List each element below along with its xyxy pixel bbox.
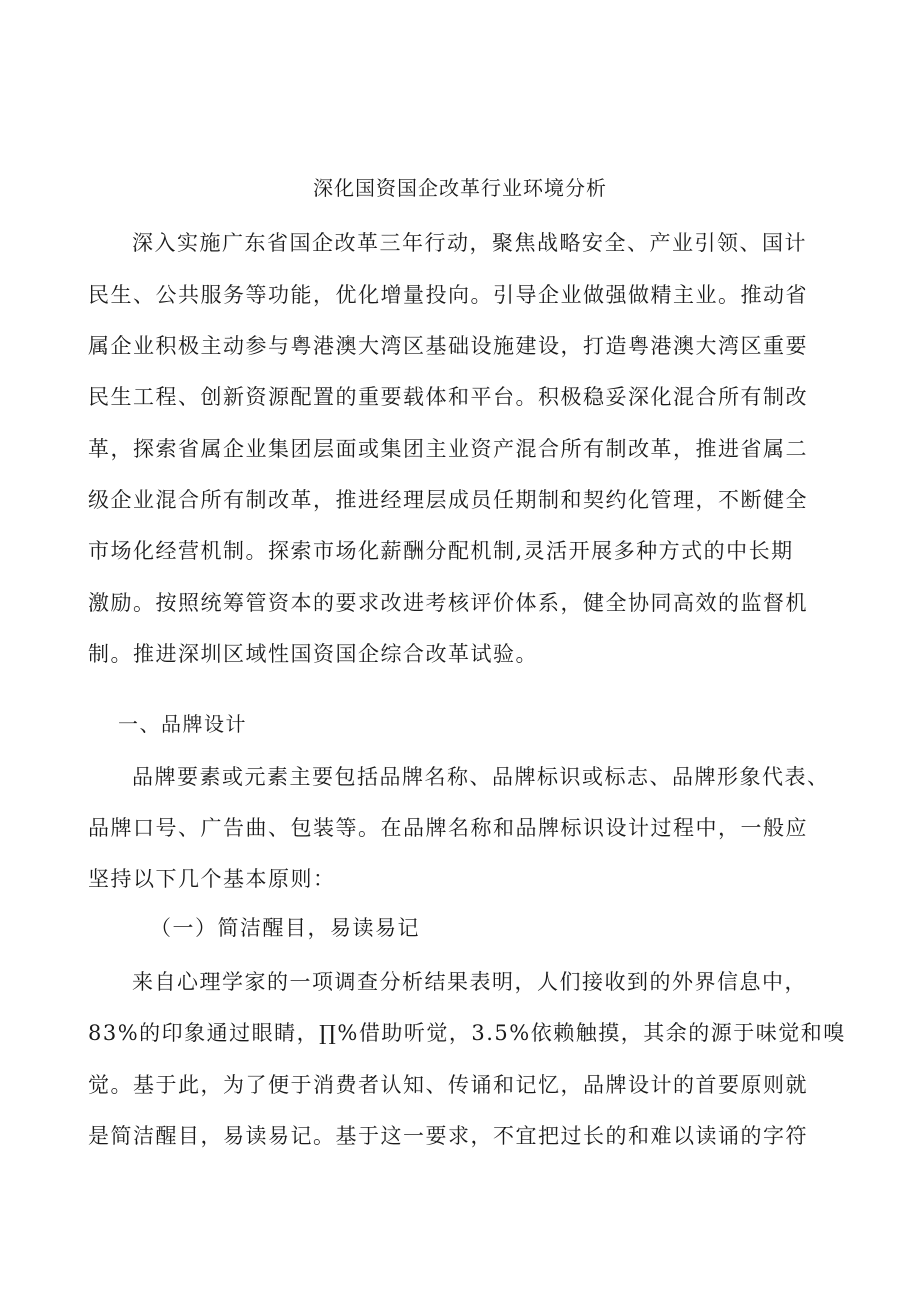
paragraph-line: 市场化经营机制。探索市场化薪酬分配机制,灵活开展多种方式的中长期 [88, 539, 794, 563]
paragraph-line: 品牌口号、广告曲、包装等。在品牌名称和品牌标识设计过程中，一般应 [88, 816, 808, 840]
paragraph-line: 民生工程、创新资源配置的重要载体和平台。积极稳妥深化混合所有制改 [88, 385, 808, 409]
paragraph-line: 品牌要素或元素主要包括品牌名称、品牌标识或标志、品牌形象代表、 [132, 765, 830, 789]
paragraph-line: 民生、公共服务等功能，优化增量投向。引导企业做强做精主业。推动省 [88, 283, 808, 307]
paragraph-line: 属企业积极主动参与粤港澳大湾区基础设施建设，打造粤港澳大湾区重要 [88, 334, 808, 358]
document-title: 深化国资国企改革行业环境分析 [313, 176, 607, 200]
paragraph-line: 觉。基于此，为了便于消费者认知、传诵和记忆，品牌设计的首要原则就 [88, 1073, 808, 1097]
subsection-heading: （一）简洁醒目，易读易记 [150, 916, 420, 940]
paragraph-line: 坚持以下几个基本原则： [88, 867, 336, 891]
paragraph-line: 制。推进深圳区域性国资国企综合改革试验。 [88, 642, 538, 666]
section-heading: 一、品牌设计 [118, 712, 247, 736]
paragraph-line: 级企业混合所有制改革，推进经理层成员任期制和契约化管理，不断健全 [88, 488, 808, 512]
paragraph-line: 是简洁醒目，易读易记。基于这一要求，不宜把过长的和难以读诵的字符 [88, 1124, 808, 1148]
paragraph-line: 深入实施广东省国企改革三年行动，聚焦战略安全、产业引领、国计 [132, 231, 807, 255]
paragraph-line: 激励。按照统筹管资本的要求改进考核评价体系，健全协同高效的监督机 [88, 591, 808, 615]
paragraph-line: 来自心理学家的一项调查分析结果表明，人们接收到的外界信息中， [132, 970, 807, 994]
paragraph-line: 革，探索省属企业集团层面或集团主业资产混合所有制改革，推进省属二 [88, 437, 808, 461]
paragraph-line: 83%的印象通过眼睛，∏%借助听觉，3.5%依赖触摸，其余的源于味觉和嗅 [88, 1021, 846, 1045]
